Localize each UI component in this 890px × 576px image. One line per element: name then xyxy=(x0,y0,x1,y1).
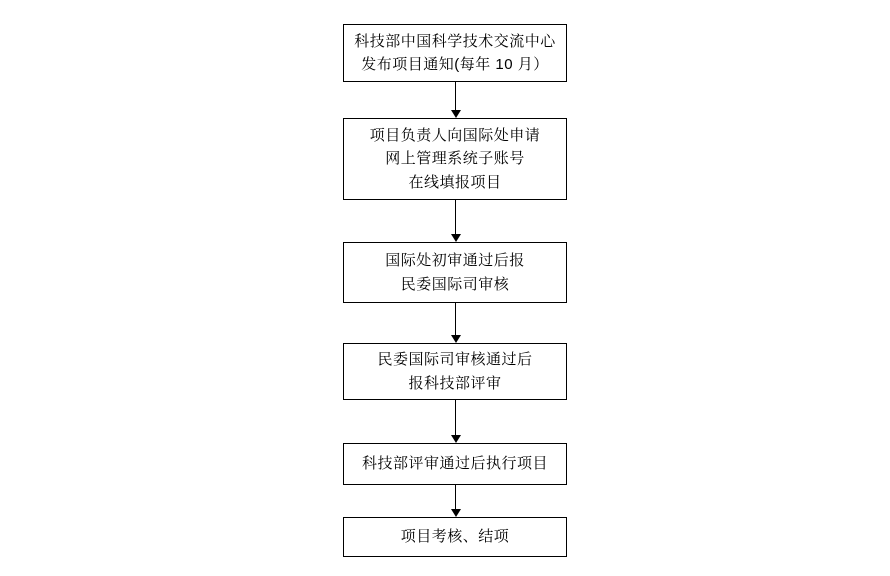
connector-notice-to-apply-arrow-icon xyxy=(451,110,461,118)
flow-node-apply-account xyxy=(343,118,567,200)
flow-node-international-office-review xyxy=(343,242,567,303)
flow-node-apply-account-line: 项目负责人向国际处申请 xyxy=(369,127,541,145)
flow-node-assessment-closure-line: 项目考核、结项 xyxy=(400,528,510,546)
flow-node-ministry-approval xyxy=(343,443,567,485)
connector-ministry-to-closure-arrow-icon xyxy=(451,509,461,517)
flow-node-apply-account-line: 网上管理系统子账号 xyxy=(385,150,525,168)
connector-first-review-to-bureau-arrow-icon xyxy=(451,335,461,343)
flow-node-bureau-review xyxy=(343,343,567,400)
flow-node-apply-account-line: 在线填报项目 xyxy=(408,173,502,191)
connector-first-review-to-bureau xyxy=(455,303,456,336)
flow-node-notice xyxy=(343,24,567,82)
connector-apply-to-first-review-arrow-icon xyxy=(451,234,461,242)
flow-node-bureau-review-line: 民委国际司审核通过后 xyxy=(377,351,533,369)
flow-node-international-office-review-line: 民委国际司审核 xyxy=(400,275,510,293)
flow-node-notice-line: 发布项目通知(每年 10 月） xyxy=(361,56,549,73)
connector-bureau-to-ministry-arrow-icon xyxy=(451,435,461,443)
flow-node-ministry-approval-line: 科技部评审通过后执行项目 xyxy=(361,455,548,473)
connector-ministry-to-closure xyxy=(455,485,456,510)
flow-node-bureau-review-line: 报科技部评审 xyxy=(408,374,502,392)
flow-node-international-office-review-line: 国际处初审通过后报 xyxy=(385,252,525,270)
flow-node-assessment-closure xyxy=(343,517,567,557)
connector-notice-to-apply xyxy=(455,82,456,111)
connector-apply-to-first-review xyxy=(455,200,456,235)
flow-node-notice-line: 科技部中国科学技术交流中心 xyxy=(354,32,556,50)
connector-bureau-to-ministry xyxy=(455,400,456,436)
